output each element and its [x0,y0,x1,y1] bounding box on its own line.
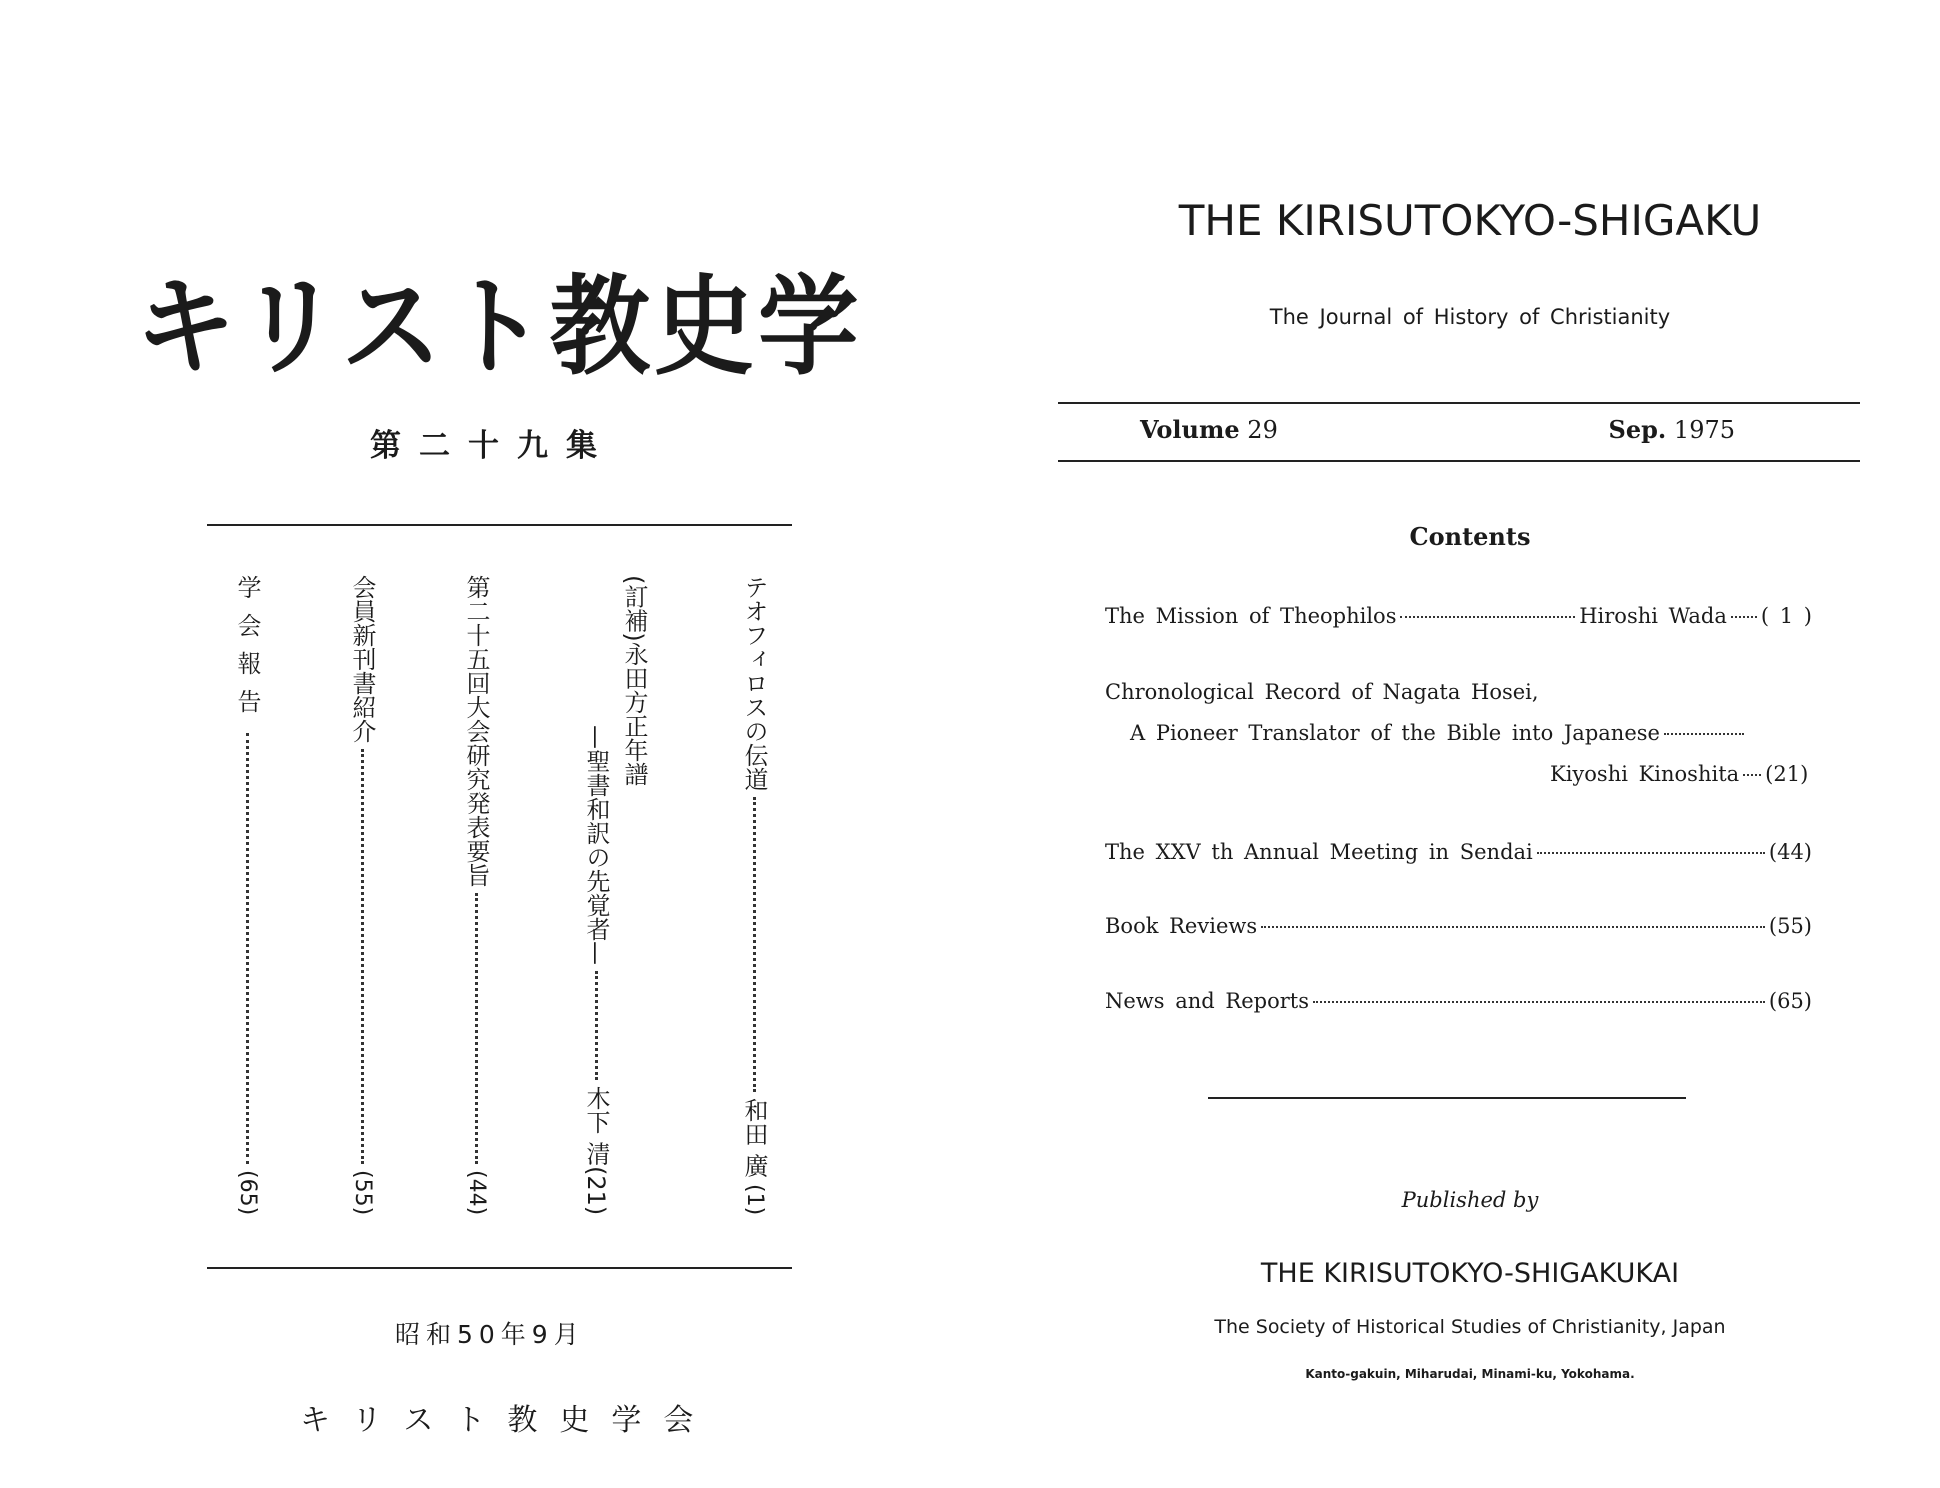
dot-leader [246,733,249,1164]
dot-leader [582,971,598,1080]
toc-author: 和田 廣 [740,1098,768,1178]
dot-leader [1537,852,1765,854]
toc-title: 第二十五回大会研究発表要旨 [462,575,490,887]
toc-title: News and Reports [1105,989,1309,1013]
toc-page: (21) [1765,762,1809,786]
journal-subtitle: The Journal of History of Christianity [1269,305,1671,329]
toc-title: 学会報告 [233,575,261,727]
toc-title: The Mission of Theophilos [1105,604,1397,628]
dot-leader [1743,774,1761,776]
toc-author: Kiyoshi Kinoshita [1550,762,1740,786]
journal-title-english: THE KIRISUTOKYO-SHIGAKU [1178,196,1762,245]
volume-label: Volume [1140,415,1240,444]
publisher-address: Kanto-gakuin, Miharudai, Minami-ku, Yokohama. [1305,1367,1635,1381]
toc-entry-jp-1 [740,575,768,1215]
toc-subtitle: —聖書和訳の先覚者— [582,725,610,965]
toc-title: 会員新刊書紹介 [348,575,376,743]
toc-entry-en-2-author [1550,762,1812,786]
toc-entry-jp-4 [348,575,376,1215]
toc-title: A Pioneer Translator of the Bible into Japanese [1130,721,1660,745]
toc-title: The XXV th Annual Meeting in Sendai [1105,840,1533,864]
issue-year: 1975 [1673,416,1735,444]
volume-bottom-rule [1058,460,1860,462]
toc-entry-en-2-line1: Chronological Record of Nagata Hosei, [1105,680,1539,704]
publisher-society: The Society of Historical Studies of Christianity, Japan [1214,1316,1726,1338]
contents-heading: Contents [1409,522,1531,551]
toc-page: (21) [582,1165,610,1215]
toc-author: Hiroshi Wada [1579,604,1727,628]
toc-title: (訂補)永田方正年譜 [620,575,648,786]
bottom-divider [207,1267,792,1269]
toc-title: Book Reviews [1105,914,1258,938]
toc-page: (44) [1768,840,1812,864]
volume-number-japanese: 第二十九集 [370,428,615,464]
toc-entry-jp-2 [620,575,648,875]
toc-entry-en-5 [1105,989,1812,1013]
toc-page: ( 1 ) [1760,604,1812,628]
toc-page: (44) [464,1169,489,1215]
toc-page: (55) [1768,914,1812,938]
volume-info [1140,415,1278,444]
toc-entry-en-2-line2 [1130,721,1748,745]
toc-page: (1) [742,1183,767,1215]
toc-entry-en-3 [1105,840,1812,864]
toc-entry-en-4 [1105,914,1812,938]
toc-page: (65) [235,1169,260,1215]
volume-number: 29 [1247,416,1278,444]
top-divider [207,524,792,526]
toc-entry-jp-2-subtitle [582,725,610,1215]
issue-month: Sep. [1608,415,1667,444]
toc-entry-jp-5 [233,575,261,1215]
toc-page: (55) [350,1169,375,1215]
dot-leader [1731,616,1757,618]
publication-date-japanese: 昭和50年9月 [395,1320,585,1349]
toc-page: (65) [1768,989,1812,1013]
dot-leader [1664,733,1744,735]
dot-leader [1313,1001,1765,1003]
toc-entry-jp-3 [462,575,490,1215]
journal-title-japanese: キリスト教史学 [135,265,863,390]
publisher-name: THE KIRISUTOKYO-SHIGAKUKAI [1260,1258,1680,1289]
dot-leader [753,797,756,1092]
publisher-japanese: キリスト教史学会 [300,1403,716,1438]
toc-author: 木下 清 [582,1086,610,1166]
toc-entry-en-1 [1105,604,1812,628]
dot-leader [475,893,478,1164]
dot-leader [1261,926,1765,928]
volume-top-rule [1058,402,1860,404]
dot-leader [361,749,364,1164]
toc-title: テオフィロスの伝道 [740,575,768,791]
dot-leader [1400,616,1575,618]
issue-date [1609,415,1735,444]
contents-end-rule [1208,1097,1686,1099]
english-title-page [1010,0,1940,1488]
published-by-label: Published by [1401,1188,1539,1212]
